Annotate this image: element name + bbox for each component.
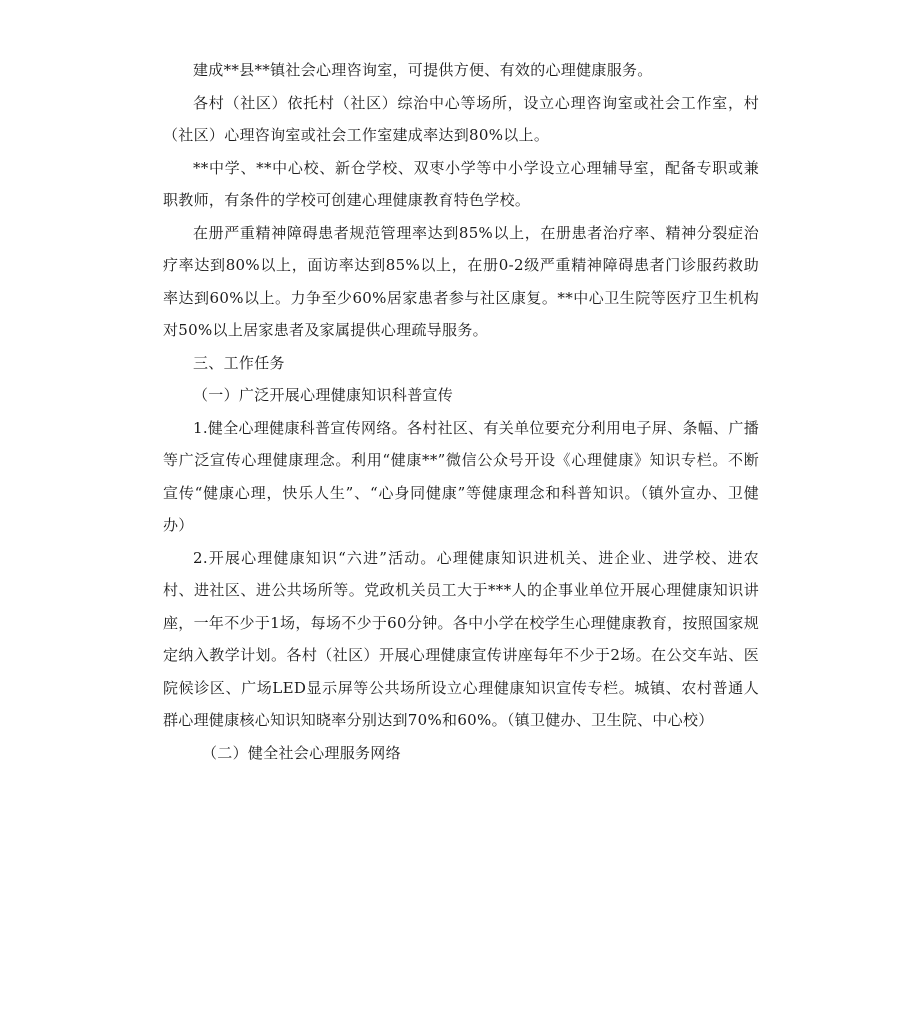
paragraph-counseling-room: 建成**县**镇社会心理咨询室，可提供方便、有效的心理健康服务。 <box>193 61 653 79</box>
paragraph-six-entries-activity: 2.开展心理健康知识“六进”活动。心理健康知识进机关、进企业、进学校、进农村、进社区、进公共场所等。党政机关员工大于***人的企事业单位开展心理健康知识讲座，一年不少于1场，每场不少于60分钟。各中小学在校学生心理健康教育，按照国家规定纳入教学计划。各村（社区）开展心理健康宣传讲座每年不少于2场。在公交车站、医院候诊区、广场LED显示屏等公共场所设立心理健康知识宣传专栏。城镇、农村普通人群心理健康核心知识知晓率分别达到70%和60%。（镇卫健办、卫生院、中心校） <box>163 548 759 729</box>
paragraph-patient-management: 在册严重精神障碍患者规范管理率达到85%以上，在册患者治疗率、精神分裂症治疗率达到80%以上，面访率达到85%以上，在册0-2级严重精神障碍患者门诊服药救助率达到60%以上。力争至少60%居家患者参与社区康复。**中心卫生院等医疗卫生机构对50%以上居家患者及家属提供心理疏导服务。 <box>163 223 759 339</box>
section-heading-work-tasks: 三、工作任务 <box>193 353 285 372</box>
paragraph-village-counseling: 各村（社区）依托村（社区）综治中心等场所，设立心理咨询室或社会工作室，村（社区）心理咨询室或社会工作室建成率达到80%以上。 <box>163 93 759 144</box>
paragraph-school-counseling: **中学、**中心校、新仓学校、双枣小学等中小学设立心理辅导室，配备专职或兼职教师，有条件的学校可创建心理健康教育特色学校。 <box>163 158 759 209</box>
document-body <box>163 54 759 769</box>
subsection-heading-service-network: （二）健全社会心理服务网络 <box>202 743 401 762</box>
subsection-heading-publicity: （一）广泛开展心理健康知识科普宣传 <box>193 386 454 404</box>
paragraph-publicity-network: 1.健全心理健康科普宣传网络。各村社区、有关单位要充分利用电子屏、条幅、广播等广泛宣传心理健康理念。利用“健康**”微信公众号开设《心理健康》知识专栏。不断宣传“健康心理，快乐人生”、“心身同健康”等健康理念和科普知识。（镇外宣办、卫健办） <box>163 418 759 534</box>
